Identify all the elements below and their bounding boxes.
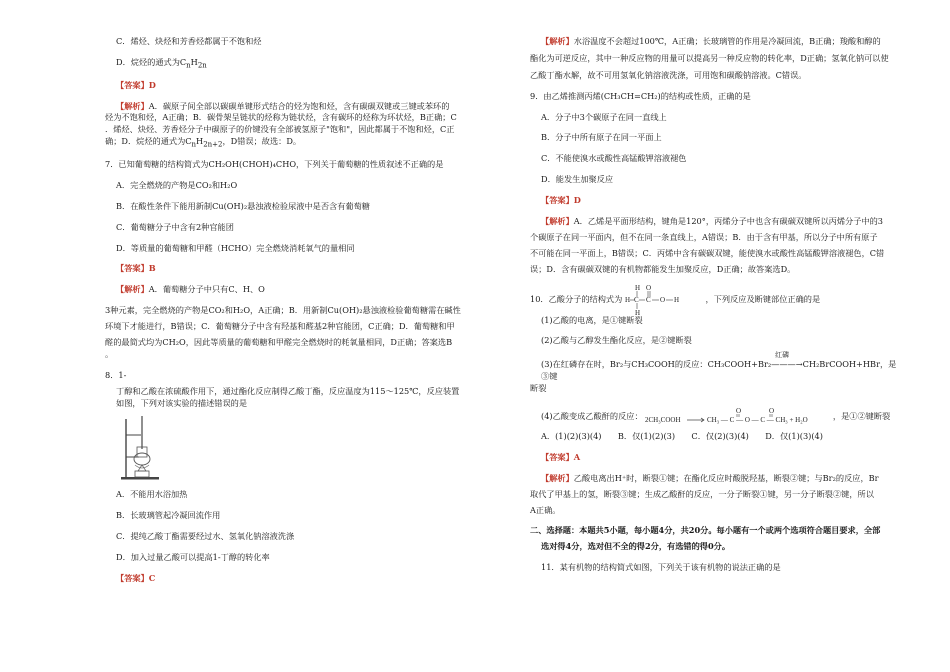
q9-analysis-line: 误；D．含有碳碳双键的有机物都能发生加聚反应，D正确；故答案选D。	[530, 263, 796, 274]
q6-answer: 【答案】D	[116, 79, 156, 90]
q7-option-b: B．在酸性条件下能用新制Cu(OH)₂悬浊液检验尿液中是否含有葡萄糖	[116, 200, 370, 211]
acetic-acid-structure-image	[625, 285, 703, 315]
q7-analysis-line: 。	[105, 348, 114, 359]
q7-option-a: A．完全燃烧的产物是CO₂和H₂O	[116, 179, 238, 190]
q9-analysis: 【解析】A．乙烯是平面形结构，键角是120°，丙烯分子中也含有碳碳双键所以丙烯分子中的3	[541, 216, 883, 227]
svg-text:O: O	[645, 284, 651, 292]
q9-stem: 9．由乙烯推测丙烯(CH₃CH=CH₂)的结构或性质，正确的是	[530, 90, 751, 101]
q8-stem: 8．1-	[105, 369, 127, 380]
q9-option-d: D．能发生加聚反应	[541, 174, 614, 185]
q9-option-b: B．分子中所有原子在同一平面上	[541, 132, 662, 143]
right-column	[530, 36, 900, 574]
svg-text:O: O	[769, 407, 775, 416]
q11-stem: 11．某有机物的结构简式如图，下列关于该有机物的说法正确的是	[541, 562, 781, 573]
q6-analysis-line: 烃为不饱和烃，A正确；B．碳骨架呈链状的烃称为链状烃，含有碳环的烃称为环状烃，B正确；C	[105, 112, 457, 123]
q6-analysis-line: ．烯烃、炔烃、芳香烃分子中碳原子的价键没有全部被氢原子"饱和"，因此都属于不饱和烃，C正	[105, 124, 455, 135]
q6-analysis-line: 确；D．烷烃的通式为$C_nH_{2n+2}$，D错误；故选：D。	[105, 136, 302, 149]
q6-analysis: 【解析】A．碳原子间全部以碳碳单键形式结合的烃为饱和烃，含有碳碳双键或三键或苯环的	[116, 100, 450, 111]
q6-option-c: C．烯烃、炔烃和芳香烃都属于不饱和烃	[116, 36, 262, 46]
q8-analysis-line: 乙酸丁酯水解，故不可用氢氧化钠溶液洗涤，可用饱和碳酸钠溶液。C错误。	[530, 69, 807, 80]
reaction-arrow-icon: 红磷 ———→	[771, 351, 803, 370]
q7-option-c: C．葡萄糖分子中含有2种官能团	[116, 221, 234, 232]
svg-text:H: H	[624, 295, 630, 304]
svg-text:O: O	[736, 407, 742, 416]
svg-text:2CH₃COOH: 2CH₃COOH	[645, 416, 681, 425]
section-2-heading-line: 选对得4分，选对但不全的得2分，有选错的得0分。	[541, 541, 731, 552]
q10-item-4: (4)乙酸变成乙酸酐的反应： 2CH₃COOH CH₃ — C — O — C — CH₃ + H₂O O O ，是①②键断裂	[530, 407, 900, 427]
q10-item-3: (3)在红磷存在时，Br₂与CH₃COOH的反应：CH₃COOH+Br₂ 红磷 ———→CH₂BrCOOH+HBr，是③键	[541, 351, 897, 382]
q7-answer: 【答案】B	[116, 263, 156, 274]
q10-analysis-line: 取代了甲基上的氢，断裂③键；生成乙酸酐的反应，一分子断裂①键，另一分子断裂②键，所以	[530, 488, 874, 499]
q10-item-3-line: 断裂	[530, 383, 547, 394]
q10-analysis: 【解析】乙酸电离出H⁺时，断裂①键；在酯化反应时酸脱羟基，断裂②键；与Br₂的反应，Br	[541, 472, 879, 483]
q8-stem-line: 如图，下列对该实验的描述错误的是	[116, 397, 248, 408]
q8-answer: 【答案】C	[116, 572, 156, 583]
svg-text:O: O	[659, 295, 665, 304]
q9-analysis-line: 不可能在同一平面上，B错误；C．丙烯中含有碳碳双键，能使溴水或酸性高锰酸钾溶液褪色，C错	[530, 247, 885, 258]
q10-analysis-line: A正确。	[530, 504, 561, 515]
q9-option-c: C．不能使溴水或酸性高锰酸钾溶液褪色	[541, 153, 687, 164]
svg-text:CH₃ — C — O — C — CH₃ + H₂O: CH₃ — C — O — C — CH₃ + H₂O	[707, 416, 809, 425]
q9-option-a: A．分子中3个碳原子在同一直线上	[541, 111, 667, 122]
reflux-apparatus-image	[117, 413, 162, 481]
q9-analysis-line: 个碳原子在同一平面内，但不在同一条直线上，A错误；B．由于含有甲基，所以分子中所有原子	[530, 231, 878, 242]
q8-analysis-line: 酯化为可逆反应，其中一种反应物的用量可以提高另一种反应物的转化率，D正确；氢氧化钠可以使	[530, 52, 889, 63]
q7-analysis: 【解析】A．葡萄糖分子中只有C、H、O	[116, 284, 265, 295]
q8-option-a: A．不能用水浴加热	[116, 489, 188, 500]
q7-analysis-line: 醛的最简式均为CH₂O，因此等质量的葡萄糖和甲醛完全燃烧时的耗氧量相同，D正确；答案选B	[105, 337, 453, 348]
q7-stem: 7．已知葡萄糖的结构简式为CH₂OH(CHOH)₄CHO，下列关于葡萄糖的性质叙述不正确的是	[105, 159, 444, 170]
q10-item-2: (2)乙酸与乙醇发生酯化反应，是②键断裂	[541, 335, 692, 346]
svg-text:C: C	[633, 295, 639, 304]
q10-options: A．(1)(2)(3)(4) B．仅(1)(2)(3) C．仅(2)(3)(4) D．仅(1)(3)(4)	[541, 431, 823, 442]
q7-analysis-line: 3种元素，完全燃烧的产物是CO₂和H₂O，A正确；B．用新制Cu(OH)₂悬浊液检验葡萄糖需在碱性	[105, 305, 461, 316]
q10-stem: 10．乙酸分子的结构式为 H H C C O O H H ，下列反应及断键部位正确的是	[530, 284, 821, 315]
svg-text:H: H	[673, 295, 679, 304]
q7-analysis-line: 环境下才能进行，B错误；C．葡萄糖分子中含有羟基和醛基2种官能团，C正确；D．葡萄糖和甲	[105, 321, 455, 332]
q9-answer: 【答案】D	[541, 195, 581, 206]
svg-text:H: H	[634, 284, 640, 292]
q10-item-1: (1)乙酸的电离，是①键断裂	[541, 314, 643, 325]
q8-option-b: B．长玻璃管起冷凝回流作用	[116, 510, 221, 521]
q8-option-d: D．加入过量乙酸可以提高1-丁醇的转化率	[116, 552, 270, 563]
q8-stem-line: 丁醇和乙酸在浓硫酸作用下，通过酯化反应制得乙酸丁酯，反应温度为115～125℃，反应装置	[116, 385, 460, 396]
section-2-heading: 二、选择题：本题共5小题，每小题4分，共20分。每小题有一个或两个选项符合题目要求，全部	[530, 525, 881, 536]
left-column	[105, 36, 465, 585]
svg-text:C: C	[645, 295, 651, 304]
q6-option-d: D．烷烃的通式为$C_nH_{2n}$	[116, 56, 207, 70]
q8-option-c: C．提纯乙酸丁酯需要经过水、氢氧化钠溶液洗涤	[116, 531, 295, 542]
q10-answer: 【答案】A	[541, 451, 581, 462]
q7-option-d: D．等质量的葡萄糖和甲醛（HCHO）完全燃烧消耗氧气的量相同	[116, 242, 355, 253]
q8-analysis: 【解析】水浴温度不会超过100℃，A正确；长玻璃管的作用是冷凝回流，B正确；羧酸和醇的	[541, 36, 881, 46]
acetic-anhydride-equation-image	[645, 407, 830, 427]
svg-text:H: H	[634, 308, 640, 315]
